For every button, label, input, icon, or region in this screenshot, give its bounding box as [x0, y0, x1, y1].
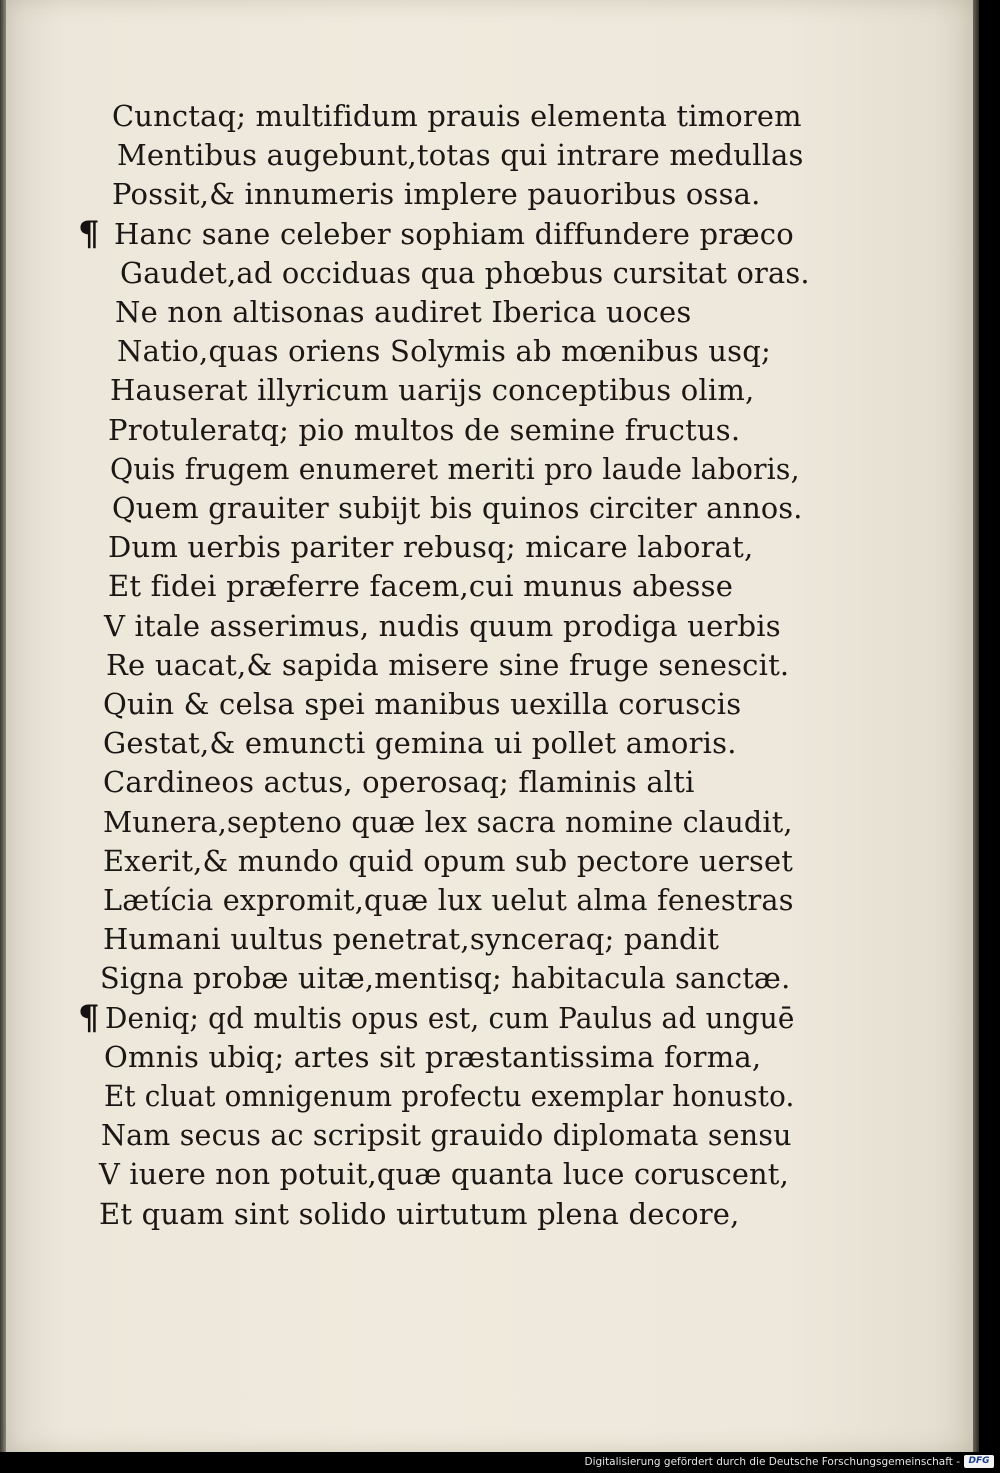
verse-line: Protuleratq; pio multos de semine fructus.: [108, 413, 741, 447]
verse-line: Quem grauiter subijt bis quinos circiter annos.: [112, 491, 803, 525]
verse-line: Cunctaq; multifidum prauis elementa timorem: [112, 99, 802, 133]
verse-text-block: [6, 0, 973, 1452]
verse-line: Re uacat,& sapida misere sine fruge senescit.: [106, 648, 790, 682]
verse-line: Et fidei præferre facem,cui munus abesse: [108, 569, 734, 603]
verse-line: V iuere non potuit,quæ quanta luce coruscent,: [99, 1157, 789, 1191]
verse-line: Signa probæ uitæ,mentisq; habitacula sanctæ.: [100, 961, 791, 995]
verse-line: Dum uerbis pariter rebusq; micare laborat,: [108, 530, 754, 564]
verse-line: Nam secus ac scripsit grauido diplomata sensu: [101, 1118, 792, 1152]
verse-line: Gaudet,ad occiduas qua phœbus cursitat oras.: [120, 256, 810, 290]
verse-line: Cardineos actus, operosaq; flaminis alti: [103, 765, 695, 799]
verse-line: Humani uultus penetrat,synceraq; pandit: [103, 922, 720, 956]
verse-line: Quis frugem enumeret meriti pro laude laboris,: [110, 452, 800, 486]
pilcrow-mark: ¶: [78, 998, 100, 1038]
verse-line: Hauserat illyricum uarijs conceptibus olim,: [110, 373, 755, 407]
verse-line: Possit,& innumeris implere pauoribus ossa.: [112, 177, 761, 211]
verse-line: Lætícia expromit,quæ lux uelut alma fenestras: [103, 883, 794, 917]
dfg-logo: DFG: [964, 1455, 994, 1468]
verse-line: Munera,septeno quæ lex sacra nomine claudit,: [103, 805, 793, 839]
verse-line: Exerit,& mundo quid opum sub pectore uerset: [103, 844, 794, 878]
verse-line: Natio,quas oriens Solymis ab mœnibus usq;: [117, 334, 771, 368]
verse-line: Quin & celsa spei manibus uexilla coruscis: [103, 687, 742, 721]
page-right-edge: [973, 0, 979, 1452]
verse-line: Hanc sane celeber sophiam diffundere præco: [114, 217, 794, 251]
verse-line: Deniq; qd multis opus est, cum Paulus ad unguē: [105, 1001, 795, 1035]
book-page: [6, 0, 973, 1452]
verse-line: Omnis ubiq; artes sit præstantissima forma,: [104, 1040, 762, 1074]
verse-line: V itale asserimus, nudis quum prodiga uerbis: [104, 609, 781, 643]
verse-line: Gestat,& emuncti gemina ui pollet amoris.: [103, 726, 737, 760]
page-left-edge: [0, 0, 6, 1452]
verse-line: Ne non altisonas audiret Iberica uoces: [115, 295, 692, 329]
verse-line: Et quam sint solido uirtutum plena decore,: [99, 1197, 740, 1231]
pilcrow-mark: ¶: [78, 214, 100, 254]
digitization-credit: Digitalisierung gefördert durch die Deutsche Forschungsgemeinschaft -: [584, 1456, 960, 1468]
verse-line: Mentibus augebunt,totas qui intrare medullas: [117, 138, 804, 172]
verse-line: Et cluat omnigenum profectu exemplar honusto.: [104, 1079, 795, 1113]
